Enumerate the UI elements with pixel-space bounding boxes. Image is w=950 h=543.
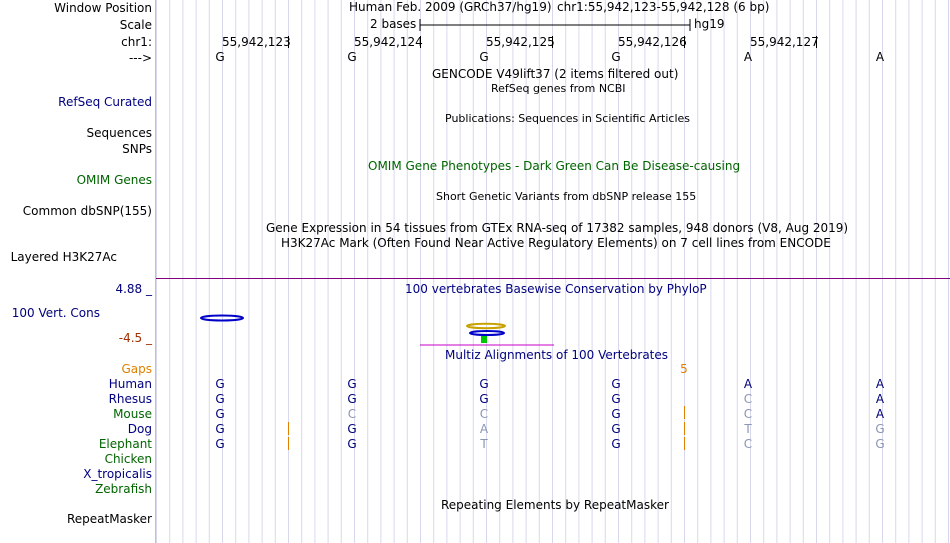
coord-tick-label: 55,942,127 bbox=[750, 35, 819, 49]
aligned-base: G bbox=[215, 422, 225, 436]
aligned-base: G bbox=[347, 377, 357, 391]
species-mouse-label[interactable]: Mouse bbox=[113, 407, 152, 421]
phylop-max-label: 4.88 _ bbox=[115, 282, 152, 296]
reference-base: G bbox=[215, 50, 225, 64]
aligned-base: G bbox=[215, 407, 225, 421]
gaps-label[interactable]: Gaps bbox=[121, 362, 152, 376]
aligned-base: G bbox=[347, 437, 357, 451]
reference-base: A bbox=[875, 50, 885, 64]
omim-genes-label[interactable]: OMIM Genes bbox=[76, 173, 152, 187]
coord-tick-label: 55,942,123 bbox=[222, 35, 291, 49]
omim-track-title[interactable]: OMIM Gene Phenotypes - Dark Green Can Be Disease-causing bbox=[368, 159, 741, 173]
species-rhesus-label[interactable]: Rhesus bbox=[108, 392, 152, 406]
track-label-column bbox=[0, 0, 155, 543]
aligned-base: A bbox=[875, 407, 885, 421]
gaps-count: 5 bbox=[680, 362, 688, 376]
reference-base: G bbox=[479, 50, 489, 64]
h3k27ac-track-title[interactable]: H3K27Ac Mark (Often Found Near Active Regulatory Elements) on 7 cell lines from ENCODE bbox=[281, 236, 831, 250]
reference-base: G bbox=[347, 50, 357, 64]
refseq-track-title[interactable]: RefSeq genes from NCBI bbox=[491, 82, 626, 95]
reference-base: G bbox=[611, 50, 621, 64]
track-separator bbox=[156, 278, 950, 279]
scale-bar bbox=[419, 17, 691, 33]
common-dbsnp-label[interactable]: Common dbSNP(155) bbox=[22, 204, 152, 218]
layered-h3k27ac-label[interactable]: Layered H3K27Ac bbox=[10, 250, 117, 264]
aligned-base: G bbox=[215, 392, 225, 406]
aligned-base: C bbox=[743, 392, 753, 406]
coord-ticks bbox=[156, 34, 950, 50]
aligned-base: T bbox=[480, 437, 488, 451]
alignment-row-human bbox=[156, 377, 950, 391]
track-area[interactable] bbox=[156, 0, 950, 543]
species-human-label[interactable]: Human bbox=[108, 377, 152, 391]
aligned-base: G bbox=[611, 437, 621, 451]
coord-tick-label: 55,942,126 bbox=[618, 35, 687, 49]
assembly-name: Human Feb. 2009 (GRCh37/hg19) bbox=[349, 0, 552, 14]
conservation-graph bbox=[196, 312, 596, 348]
strand-label: ---> bbox=[128, 51, 152, 65]
aligned-base: C bbox=[743, 407, 753, 421]
species-xtropicalis-label[interactable]: X_tropicalis bbox=[83, 467, 152, 481]
aligned-base: G bbox=[479, 377, 489, 391]
window-position-value: chr1:55,942,123-55,942,128 (6 bp) bbox=[557, 0, 770, 14]
gtex-track-title[interactable]: Gene Expression in 54 tissues from GTEx RNA-seq of 17382 samples, 948 donors (V8, Aug 2019) bbox=[266, 221, 849, 235]
repeatmasker-track-title[interactable]: Repeating Elements by RepeatMasker bbox=[441, 498, 669, 512]
coord-tick-label: 55,942,125 bbox=[486, 35, 555, 49]
dbsnp-track-title[interactable]: Short Genetic Variants from dbSNP release 155 bbox=[436, 190, 697, 203]
scale-bar-text: 2 bases bbox=[370, 17, 417, 31]
repeatmasker-label[interactable]: RepeatMasker bbox=[66, 512, 152, 526]
aligned-base: G bbox=[611, 377, 621, 391]
refseq-curated-label[interactable]: RefSeq Curated bbox=[58, 95, 152, 109]
multiz-track-title[interactable]: Multiz Alignments of 100 Vertebrates bbox=[445, 348, 669, 362]
coord-tick-label: 55,942,124 bbox=[354, 35, 423, 49]
aligned-base: A bbox=[875, 392, 885, 406]
aligned-base: C bbox=[479, 407, 489, 421]
aligned-base: G bbox=[347, 392, 357, 406]
alignment-row-rhesus bbox=[156, 392, 950, 406]
species-chicken-label[interactable]: Chicken bbox=[104, 452, 152, 466]
aligned-base: G bbox=[479, 392, 489, 406]
aligned-base: G bbox=[611, 407, 621, 421]
aligned-base: T bbox=[744, 422, 752, 436]
reference-base: A bbox=[743, 50, 753, 64]
scale-label: Scale bbox=[119, 18, 152, 32]
aligned-base: G bbox=[215, 437, 225, 451]
aligned-base: G bbox=[875, 437, 885, 451]
insertion-markers bbox=[156, 405, 950, 453]
scale-bar-db: hg19 bbox=[694, 17, 725, 31]
snps-label[interactable]: SNPs bbox=[122, 142, 152, 156]
aligned-base: G bbox=[347, 422, 357, 436]
aligned-base: G bbox=[215, 377, 225, 391]
aligned-base: A bbox=[875, 377, 885, 391]
species-elephant-label[interactable]: Elephant bbox=[98, 437, 152, 451]
aligned-base: G bbox=[875, 422, 885, 436]
vert-cons-label[interactable]: 100 Vert. Cons bbox=[11, 306, 100, 320]
window-position-label: Window Position bbox=[54, 1, 152, 15]
aligned-base: A bbox=[479, 422, 489, 436]
aligned-base: A bbox=[743, 377, 753, 391]
sequences-label[interactable]: Sequences bbox=[86, 126, 152, 140]
species-zebrafish-label[interactable]: Zebrafish bbox=[95, 482, 152, 496]
aligned-base: C bbox=[743, 437, 753, 451]
aligned-base: C bbox=[347, 407, 357, 421]
gencode-track-title[interactable]: GENCODE V49lift37 (2 items filtered out) bbox=[432, 67, 679, 81]
phylop-min-label: -4.5 _ bbox=[118, 331, 152, 345]
chrom-label: chr1: bbox=[121, 35, 152, 49]
publications-track-title[interactable]: Publications: Sequences in Scientific Articles bbox=[445, 112, 690, 125]
species-dog-label[interactable]: Dog bbox=[127, 422, 152, 436]
phylop-track-title[interactable]: 100 vertebrates Basewise Conservation by PhyloP bbox=[405, 282, 707, 296]
aligned-base: G bbox=[611, 392, 621, 406]
aligned-base: G bbox=[611, 422, 621, 436]
